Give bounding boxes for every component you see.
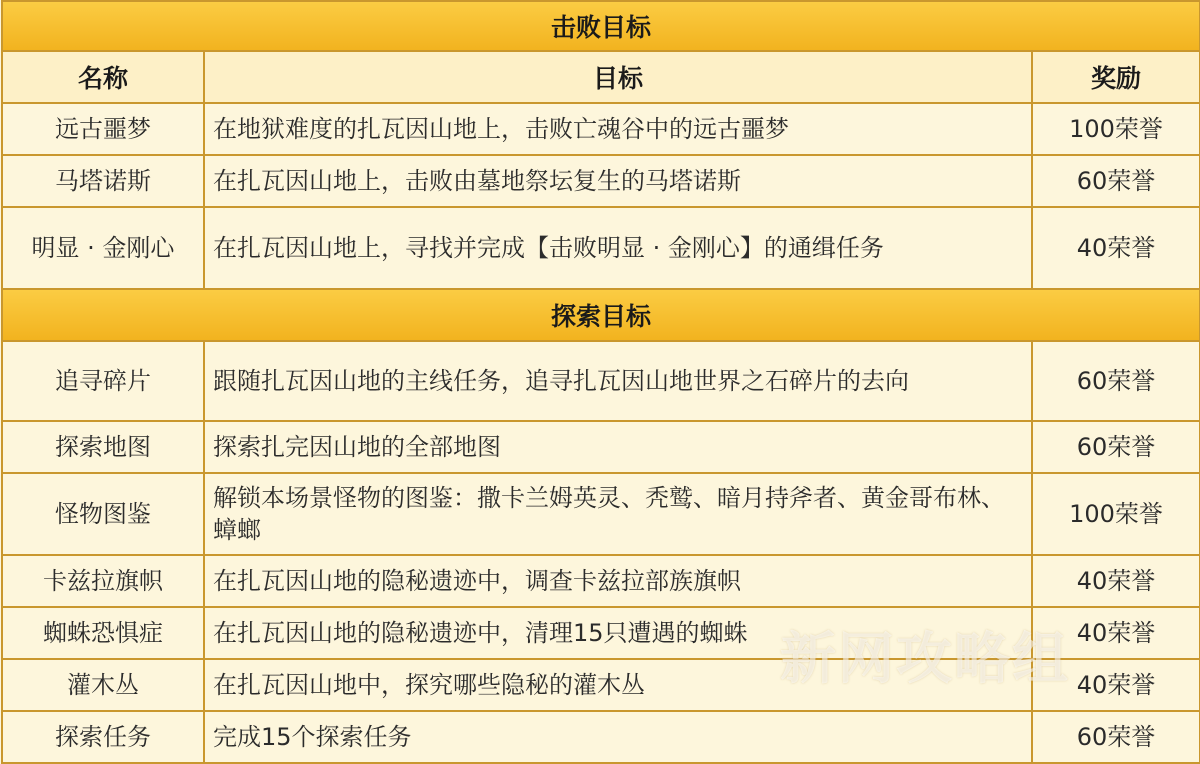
- table-row: [2, 659, 1200, 711]
- row-name: 远古噩梦: [2, 103, 204, 155]
- section-title-explore: 探索目标: [2, 289, 1200, 341]
- header-goal: 目标: [204, 51, 1032, 103]
- row-name: 明显 · 金刚心: [2, 207, 204, 289]
- row-goal: 在扎瓦因山地中，探究哪些隐秘的灌木丛: [204, 659, 1032, 711]
- row-name: 灌木丛: [2, 659, 204, 711]
- row-name: 卡兹拉旗帜: [2, 555, 204, 607]
- row-reward: 40荣誉: [1032, 207, 1200, 289]
- header-name: 名称: [2, 51, 204, 103]
- section-title-defeat: 击败目标: [2, 1, 1200, 51]
- row-reward: 40荣誉: [1032, 555, 1200, 607]
- row-goal: 在扎瓦因山地的隐秘遗迹中，调查卡兹拉部族旗帜: [204, 555, 1032, 607]
- row-reward: 100荣誉: [1032, 473, 1200, 555]
- table-row: [2, 421, 1200, 473]
- honor-table: [1, 0, 1200, 764]
- row-reward: 60荣誉: [1032, 421, 1200, 473]
- row-reward: 100荣誉: [1032, 103, 1200, 155]
- table-row: [2, 207, 1200, 289]
- table-row: [2, 607, 1200, 659]
- row-name: 探索地图: [2, 421, 204, 473]
- row-name: 怪物图鉴: [2, 473, 204, 555]
- row-name: 探索任务: [2, 711, 204, 763]
- table-row: [2, 341, 1200, 421]
- row-goal: 完成15个探索任务: [204, 711, 1032, 763]
- row-name: 蜘蛛恐惧症: [2, 607, 204, 659]
- table-row: [2, 473, 1200, 555]
- row-goal: 探索扎完因山地的全部地图: [204, 421, 1032, 473]
- row-name: 追寻碎片: [2, 341, 204, 421]
- row-goal: 在扎瓦因山地上，寻找并完成【击败明显 · 金刚心】的通缉任务: [204, 207, 1032, 289]
- table-row: [2, 103, 1200, 155]
- row-reward: 40荣誉: [1032, 607, 1200, 659]
- row-goal: 在扎瓦因山地的隐秘遗迹中，清理15只遭遇的蜘蛛: [204, 607, 1032, 659]
- row-reward: 60荣誉: [1032, 341, 1200, 421]
- row-goal: 跟随扎瓦因山地的主线任务，追寻扎瓦因山地世界之石碎片的去向: [204, 341, 1032, 421]
- header-reward: 奖励: [1032, 51, 1200, 103]
- table-row: [2, 555, 1200, 607]
- row-goal: 在扎瓦因山地上，击败由墓地祭坛复生的马塔诺斯: [204, 155, 1032, 207]
- row-name: 马塔诺斯: [2, 155, 204, 207]
- row-goal: 在地狱难度的扎瓦因山地上，击败亡魂谷中的远古噩梦: [204, 103, 1032, 155]
- table-row: [2, 711, 1200, 763]
- watermark: 新网攻略组: [780, 627, 1070, 692]
- row-reward: 60荣誉: [1032, 155, 1200, 207]
- row-reward: 40荣誉: [1032, 659, 1200, 711]
- row-reward: 60荣誉: [1032, 711, 1200, 763]
- row-goal: 解锁本场景怪物的图鉴：撒卡兰姆英灵、秃鹫、暗月持斧者、黄金哥布林、蟑螂: [204, 473, 1032, 555]
- table-row: [2, 155, 1200, 207]
